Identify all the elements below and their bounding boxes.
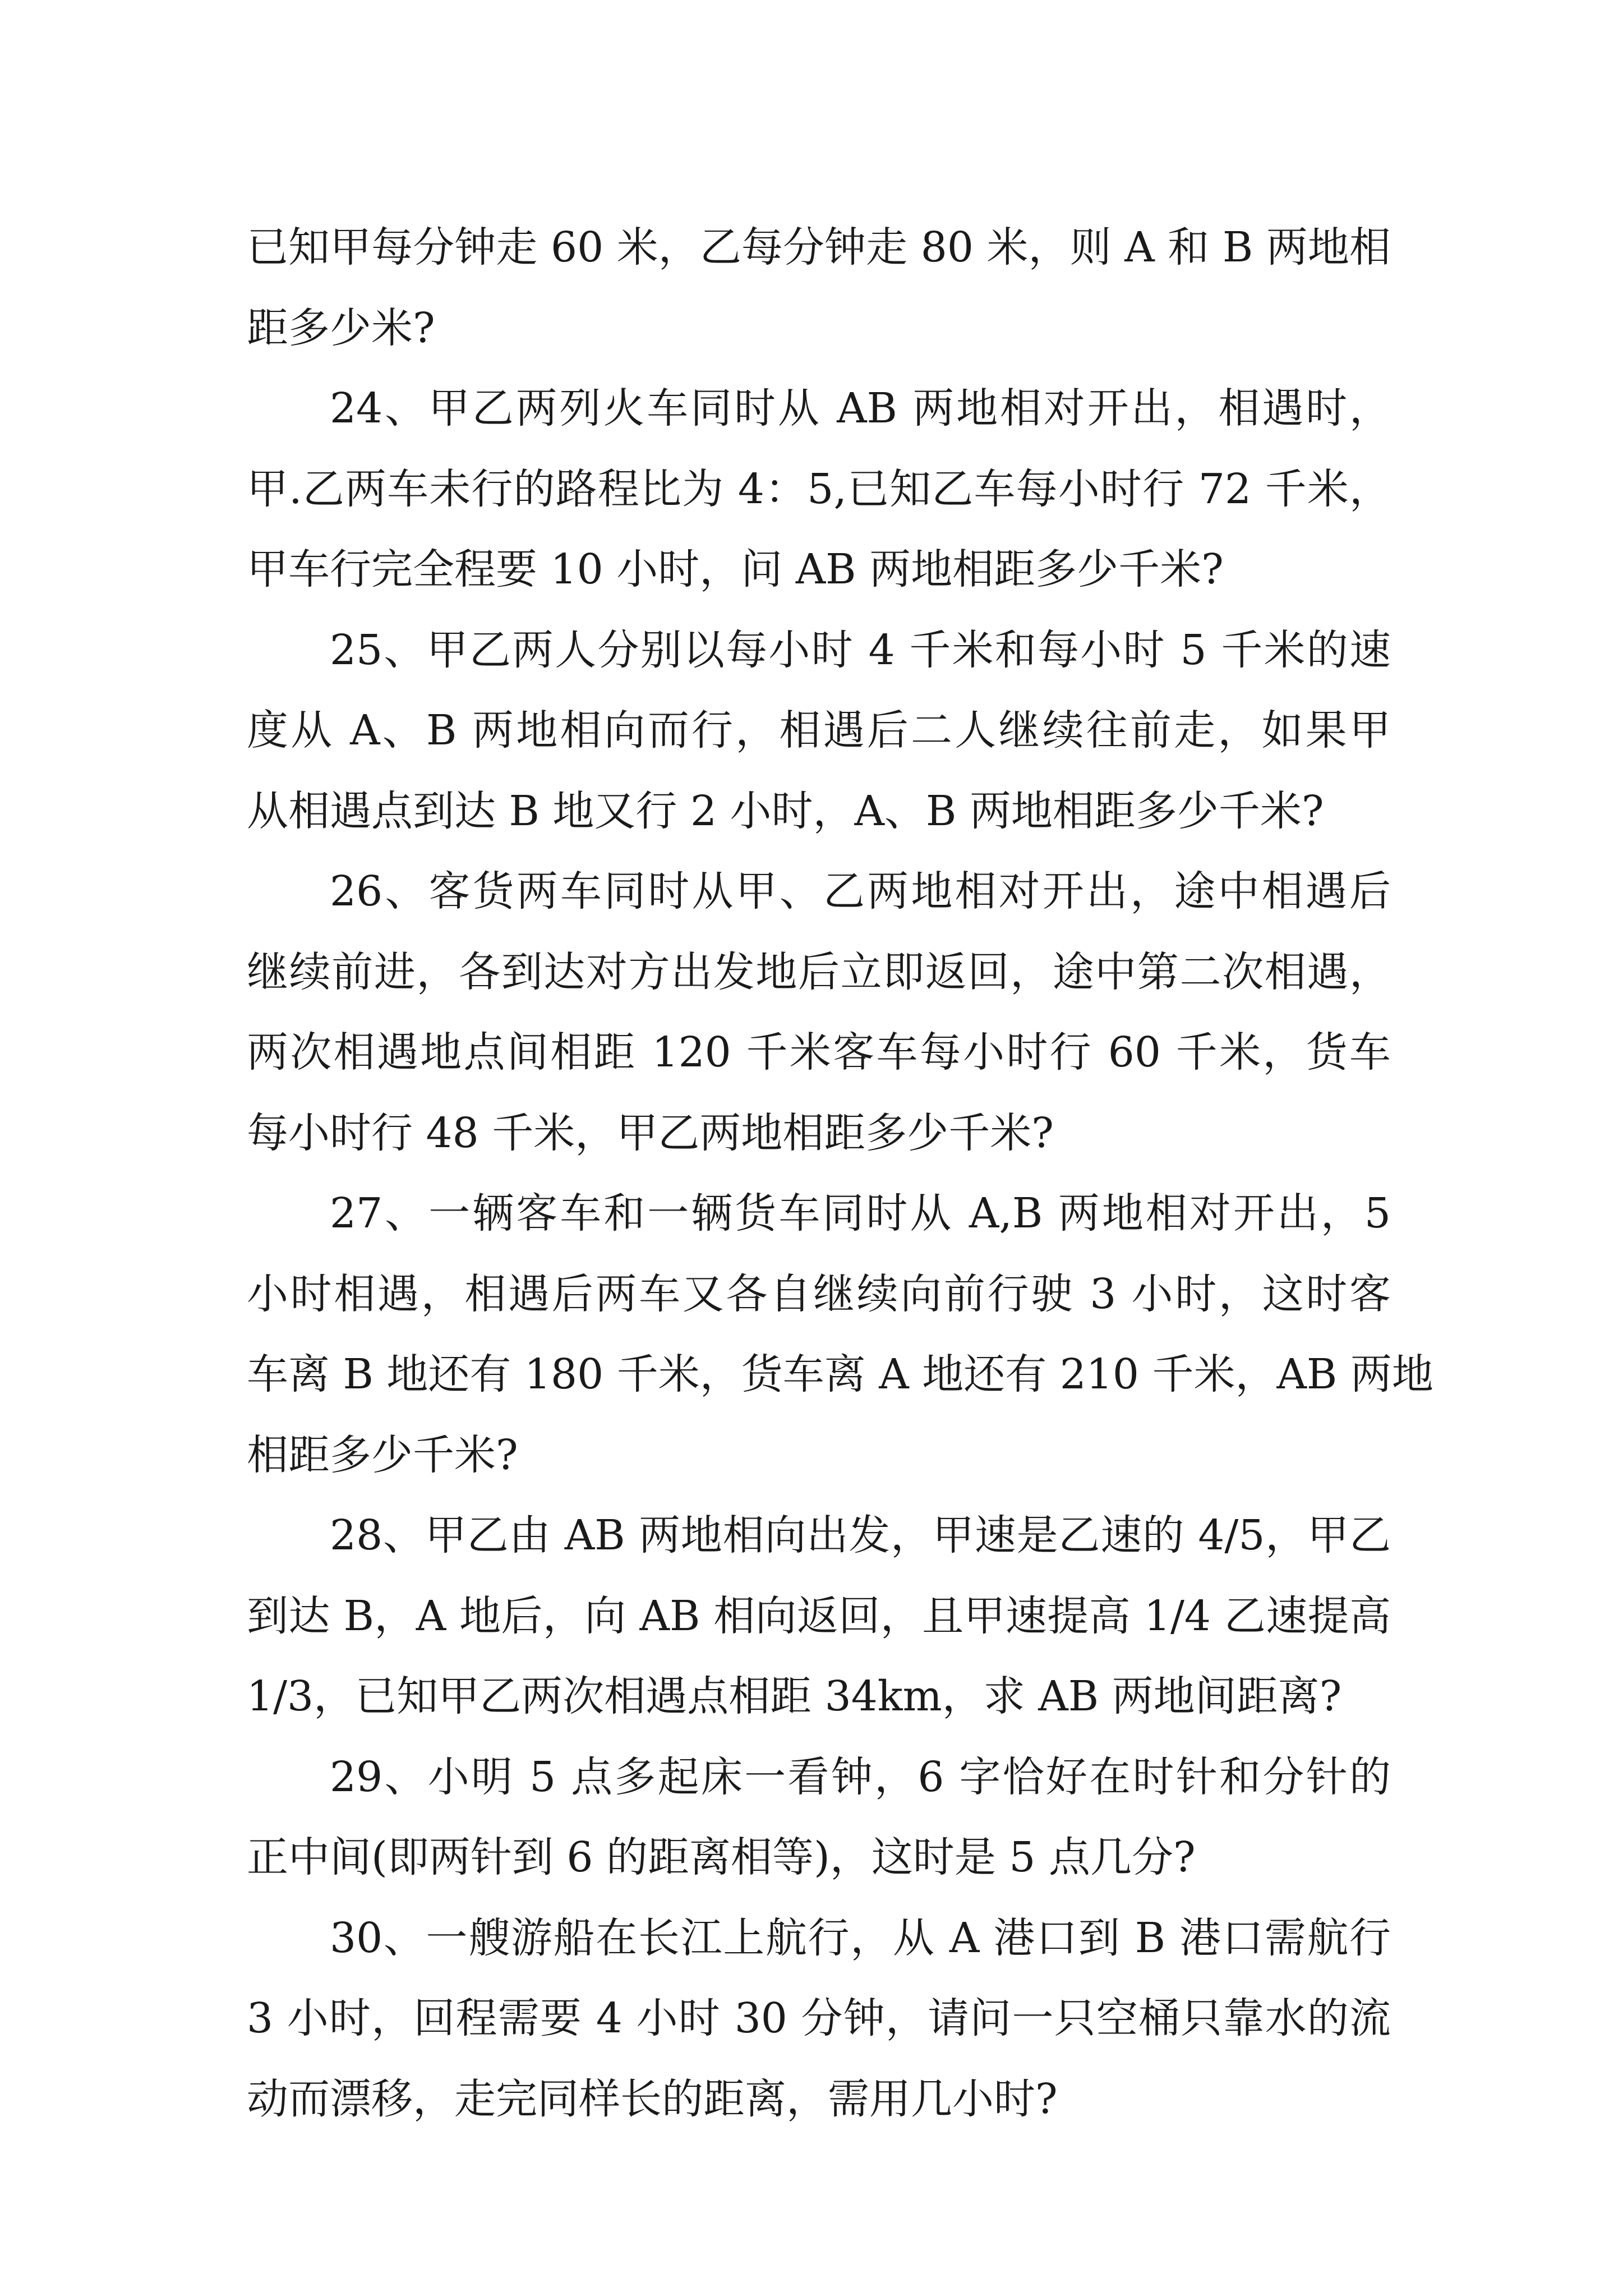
text-line: 度从 A、B 两地相向而行，相遇后二人继续往前走，如果甲 <box>247 706 1391 754</box>
text-line: 24、甲乙两列火车同时从 AB 两地相对开出，相遇时， <box>330 384 1391 432</box>
paragraph-26 <box>247 852 1391 1174</box>
text-line: 甲车行完全程要 10 小时，问 AB 两地相距多少千米? <box>247 545 1224 593</box>
text-line: 已知甲每分钟走 60 米，乙每分钟走 80 米，则 A 和 B 两地相 <box>247 223 1391 272</box>
text-line: 从相遇点到达 B 地又行 2 小时，A、B 两地相距多少千米? <box>247 786 1324 835</box>
text-line: 两次相遇地点间相距 120 千米客车每小时行 60 千米，货车 <box>247 1028 1391 1076</box>
text-line: 28、甲乙由 AB 两地相向出发，甲速是乙速的 4/5，甲乙 <box>330 1511 1391 1559</box>
text-line: 25、甲乙两人分别以每小时 4 千米和每小时 5 千米的速 <box>330 625 1391 674</box>
text-line: 29、小明 5 点多起床一看钟，6 字恰好在时针和分针的 <box>330 1752 1391 1801</box>
paragraph-27 <box>247 1174 1433 1496</box>
text-line: 距多少米? <box>247 303 435 352</box>
text-line: 到达 B，A 地后，向 AB 相向返回，且甲速提高 1/4 乙速提高 <box>247 1591 1391 1640</box>
document-body <box>247 208 1433 2139</box>
text-line: 继续前进，各到达对方出发地后立即返回，途中第二次相遇， <box>247 947 1391 996</box>
paragraph-25 <box>247 610 1391 852</box>
text-line: 1/3，已知甲乙两次相遇点相距 34km，求 AB 两地间距离? <box>247 1672 1342 1720</box>
paragraph-29 <box>247 1737 1391 1898</box>
paragraph-30 <box>247 1898 1391 2140</box>
paragraph-24 <box>247 369 1391 610</box>
text-line: 动而漂移，走完同样长的距离，需用几小时? <box>247 2074 1058 2123</box>
paragraph-28 <box>247 1496 1391 1737</box>
text-line: 每小时行 48 千米，甲乙两地相距多少千米? <box>247 1108 1054 1157</box>
text-line: 甲.乙两车未行的路程比为 4：5,已知乙车每小时行 72 千米， <box>247 464 1391 513</box>
text-line: 30、一艘游船在长江上航行，从 A 港口到 B 港口需航行 <box>330 1913 1391 1962</box>
text-line: 小时相遇，相遇后两车又各自继续向前行驶 3 小时，这时客 <box>247 1269 1391 1318</box>
text-line: 正中间(即两针到 6 的距离相等)，这时是 5 点几分? <box>247 1833 1196 1881</box>
text-line: 26、客货两车同时从甲、乙两地相对开出，途中相遇后 <box>330 867 1391 915</box>
text-line: 27、一辆客车和一辆货车同时从 A,B 两地相对开出，5 <box>330 1189 1391 1237</box>
text-line: 车离 B 地还有 180 千米，货车离 A 地还有 210 千米，AB 两地 <box>247 1350 1433 1398</box>
paragraph-23-continued <box>247 208 1391 369</box>
text-line: 3 小时，回程需要 4 小时 30 分钟，请问一只空桶只靠水的流 <box>247 1994 1391 2042</box>
text-line: 相距多少千米? <box>247 1430 518 1479</box>
